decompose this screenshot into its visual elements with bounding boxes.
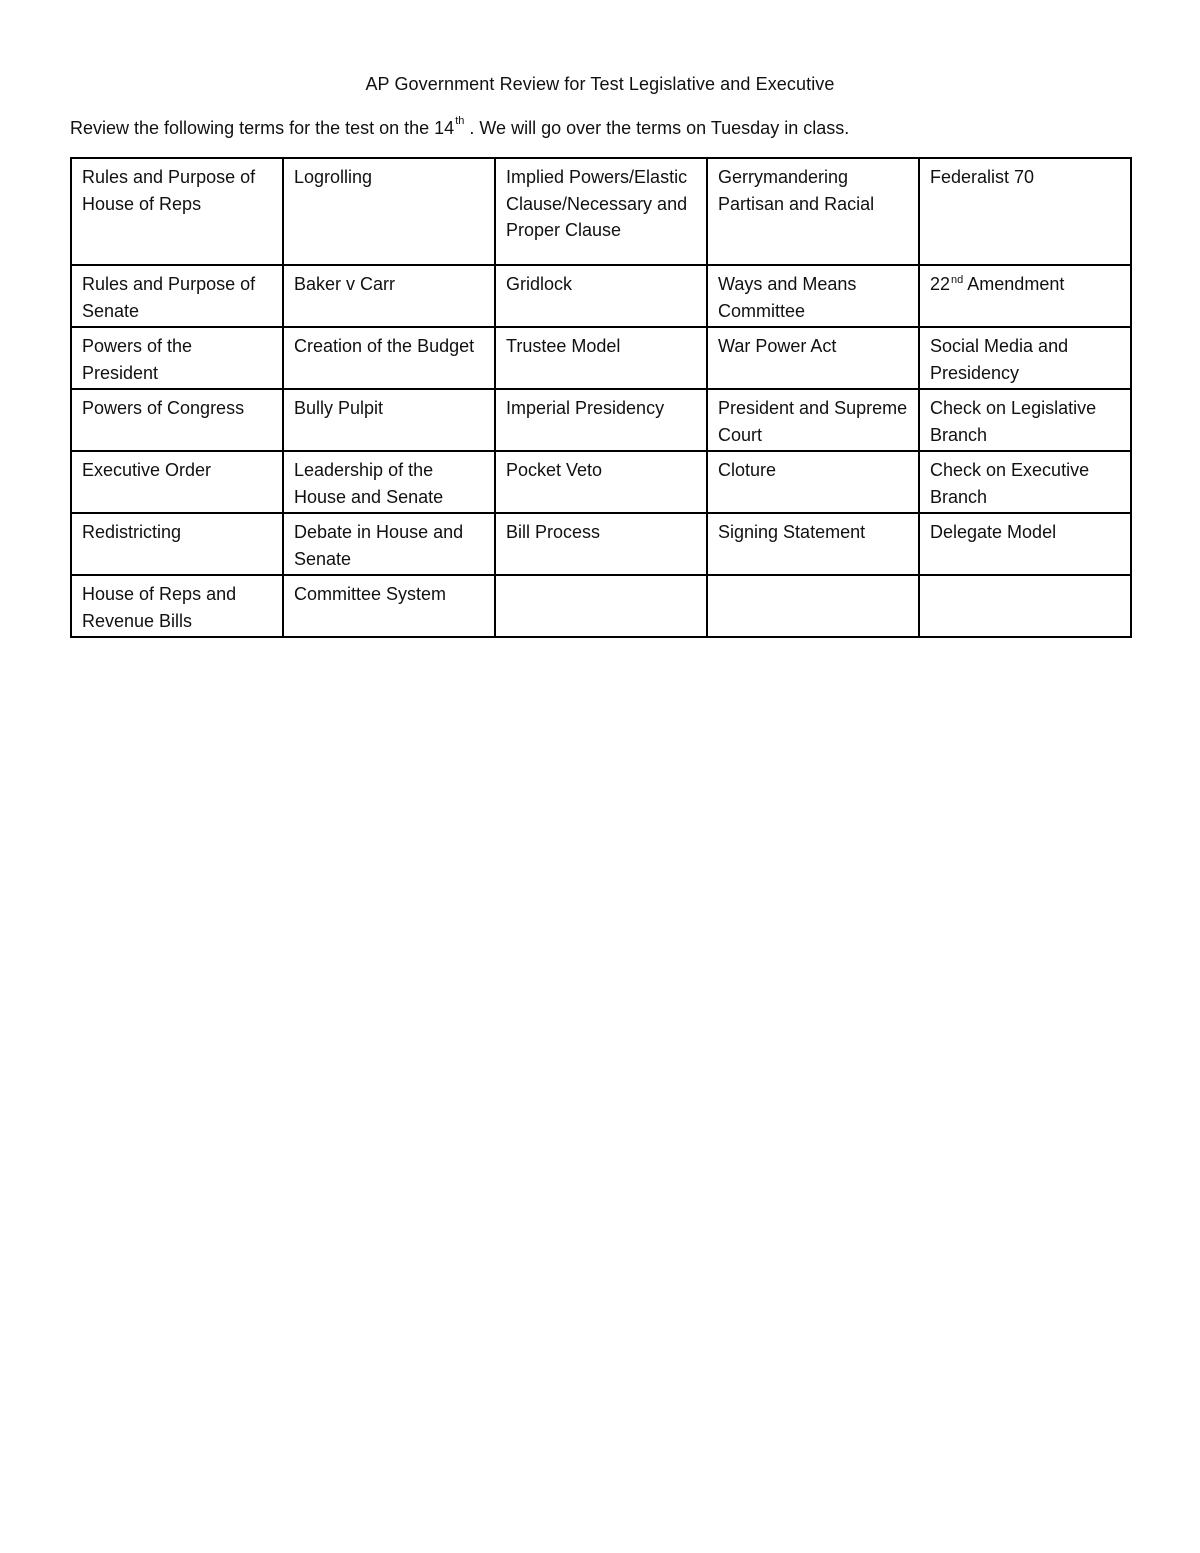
table-cell (495, 327, 707, 389)
term-text: Logrolling (294, 167, 373, 187)
intro-text: Review the following terms for the test on the 14 (70, 118, 455, 138)
table-row (71, 158, 1131, 265)
term-text: Implied Powers/Elastic Clause/Necessary and Proper Clause (506, 167, 688, 240)
term-text: President and Supreme Court (718, 398, 908, 445)
terms-table (70, 157, 1132, 638)
table-cell (71, 575, 283, 637)
term-text: Bill Process (506, 522, 601, 542)
term-text: Committee System (294, 584, 447, 604)
table-cell (495, 389, 707, 451)
term-text: Redistricting (82, 522, 182, 542)
term-text: Rules and Purpose of Senate (82, 274, 256, 321)
table-cell (71, 265, 283, 327)
table-cell-empty (919, 575, 1131, 637)
table-cell (919, 513, 1131, 575)
page-title: AP Government Review for Test Legislative and Executive (365, 74, 835, 94)
intro-ordinal-suffix: th (455, 115, 465, 127)
term-text: Rules and Purpose of House of Reps (82, 167, 256, 214)
term-text: Bully Pulpit (294, 398, 384, 418)
term-text: Signing Statement (718, 522, 866, 542)
table-row (71, 575, 1131, 637)
table-cell (707, 389, 919, 451)
term-text: Gerrymandering Partisan and Racial (718, 167, 875, 214)
term-text: Baker v Carr (294, 274, 396, 294)
table-cell (71, 451, 283, 513)
table-cell (707, 513, 919, 575)
table-cell (707, 265, 919, 327)
table-cell (283, 575, 495, 637)
term-text: Cloture (718, 460, 777, 480)
table-cell (495, 158, 707, 265)
table-cell (283, 389, 495, 451)
table-cell (495, 265, 707, 327)
term-text: War Power Act (718, 336, 837, 356)
intro-text-rest: . We will go over the terms on Tuesday in class. (464, 118, 850, 138)
table-cell (283, 451, 495, 513)
table-cell (919, 451, 1131, 513)
table-row (71, 451, 1131, 513)
table-cell (919, 265, 1131, 327)
term-text: Imperial Presidency (506, 398, 665, 418)
term-text: Powers of the President (82, 336, 193, 383)
term-text: House of Reps and Revenue Bills (82, 584, 237, 631)
term-text: Pocket Veto (506, 460, 603, 480)
term-text: Federalist 70 (930, 167, 1035, 187)
term-text: Creation of the Budget (294, 336, 475, 356)
table-cell (283, 327, 495, 389)
table-cell (283, 265, 495, 327)
table-cell (71, 389, 283, 451)
term-text: Trustee Model (506, 336, 621, 356)
term-text: 22 (930, 274, 951, 294)
table-row (71, 513, 1131, 575)
table-cell-empty (707, 575, 919, 637)
term-text: Delegate Model (930, 522, 1057, 542)
table-row (71, 389, 1131, 451)
term-text: Social Media and Presidency (930, 336, 1069, 383)
table-cell-empty (495, 575, 707, 637)
table-cell (71, 327, 283, 389)
table-cell (707, 327, 919, 389)
table-cell (495, 451, 707, 513)
term-text: Powers of Congress (82, 398, 245, 418)
table-cell (71, 513, 283, 575)
table-cell (495, 513, 707, 575)
table-cell (919, 389, 1131, 451)
table-cell (707, 451, 919, 513)
term-text: Ways and Means Committee (718, 274, 857, 321)
intro-paragraph (70, 115, 850, 139)
ordinal-suffix: nd (951, 274, 964, 286)
table-cell (71, 158, 283, 265)
term-text: Check on Executive Branch (930, 460, 1090, 507)
term-text: Debate in House and Senate (294, 522, 464, 569)
table-cell (707, 158, 919, 265)
term-text: Gridlock (506, 274, 573, 294)
table-row (71, 327, 1131, 389)
term-text-rest: Amendment (963, 274, 1065, 294)
table-cell (283, 158, 495, 265)
term-text: Executive Order (82, 460, 212, 480)
table-row (71, 265, 1131, 327)
table-cell (283, 513, 495, 575)
table-cell (919, 158, 1131, 265)
term-text: Leadership of the House and Senate (294, 460, 444, 507)
table-cell (919, 327, 1131, 389)
term-text: Check on Legislative Branch (930, 398, 1097, 445)
